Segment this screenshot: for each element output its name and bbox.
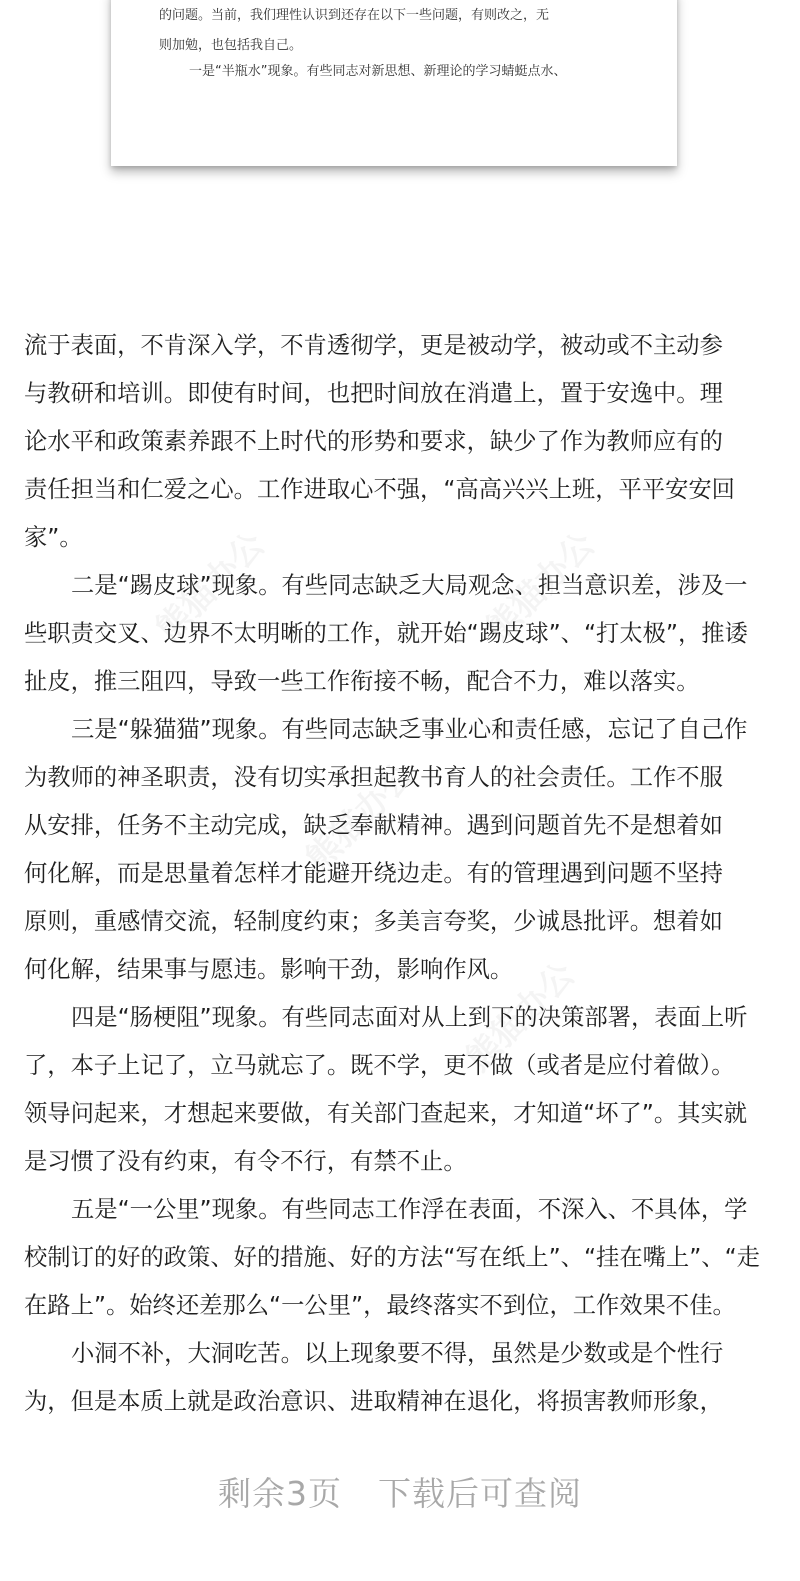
body-line: 二是“踢皮球”现象。有些同志缺乏大局观念、担当意识差，涉及一	[71, 572, 748, 599]
body-line: 领导问起来，才想起来要做，有关部门查起来，才知道“坏了”。其实就	[24, 1100, 748, 1127]
preview-line: 的问题。当前，我们理性认识到还存在以下一些问题，有则改之，无	[159, 8, 550, 23]
remaining-pages-label: 剩余3页	[218, 1474, 342, 1513]
body-line: 从安排，任务不主动完成，缺乏奉献精神。遇到问题首先不是想着如	[24, 812, 723, 839]
body-line: 论水平和政策素养跟不上时代的形势和要求，缺少了作为教师应有的	[24, 428, 723, 455]
body-line: 为教师的神圣职责，没有切实承担起教书育人的社会责任。工作不服	[24, 764, 723, 791]
body-line: 小洞不补，大洞吃苦。以上现象要不得，虽然是少数或是个性行	[71, 1340, 724, 1367]
body-line: 家”。	[24, 524, 83, 551]
body-line: 四是“肠梗阻”现象。有些同志面对从上到下的决策部署，表面上听	[71, 1004, 748, 1031]
body-line: 扯皮，推三阻四，导致一些工作衔接不畅，配合不力，难以落实。	[24, 668, 700, 695]
body-line: 与教研和培训。即使有时间，也把时间放在消遣上，置于安逸中。理	[24, 380, 723, 407]
body-line: 流于表面，不肯深入学，不肯透彻学，更是被动学，被动或不主动参	[24, 332, 723, 359]
body-line: 了，本子上记了，立马就忘了。既不学，更不做（或者是应付着做）。	[24, 1052, 735, 1079]
body-line: 在路上”。始终还差那么“一公里”，最终落实不到位，工作效果不佳。	[24, 1292, 736, 1319]
preview-line: 则加勉，也包括我自己。	[159, 38, 303, 53]
preview-line: 一是“半瓶水”现象。有些同志对新思想、新理论的学习蜻蜓点水、	[189, 64, 567, 79]
document-preview-card	[111, 0, 677, 166]
body-line: 原则，重感情交流，轻制度约束；多美言夸奖，少诚恳批评。想着如	[24, 908, 723, 935]
download-to-view-label: 下载后可查阅	[378, 1474, 582, 1513]
body-line: 何化解，结果事与愿违。影响干劲，影响作风。	[24, 956, 514, 983]
document-body	[24, 322, 776, 1426]
body-line: 为，但是本质上就是政治意识、进取精神在退化，将损害教师形象，	[24, 1388, 723, 1415]
body-line: 些职责交叉、边界不太明晰的工作，就开始“踢皮球”、“打太极”，推诿	[24, 620, 748, 647]
body-line: 三是“躲猫猫”现象。有些同志缺乏事业心和责任感，忘记了自己作	[71, 716, 748, 743]
body-line: 五是“一公里”现象。有些同志工作浮在表面，不深入、不具体，学	[71, 1196, 748, 1223]
body-line: 校制订的好的政策、好的措施、好的方法“写在纸上”、“挂在嘴上”、“走	[24, 1244, 760, 1271]
remaining-pages-prompt[interactable]	[0, 1468, 800, 1515]
body-line: 责任担当和仁爱之心。工作进取心不强，“高高兴兴上班，平平安安回	[24, 476, 735, 503]
body-line: 是习惯了没有约束，有令不行，有禁不止。	[24, 1148, 467, 1175]
body-line: 何化解，而是思量着怎样才能避开绕边走。有的管理遇到问题不坚持	[24, 860, 723, 887]
